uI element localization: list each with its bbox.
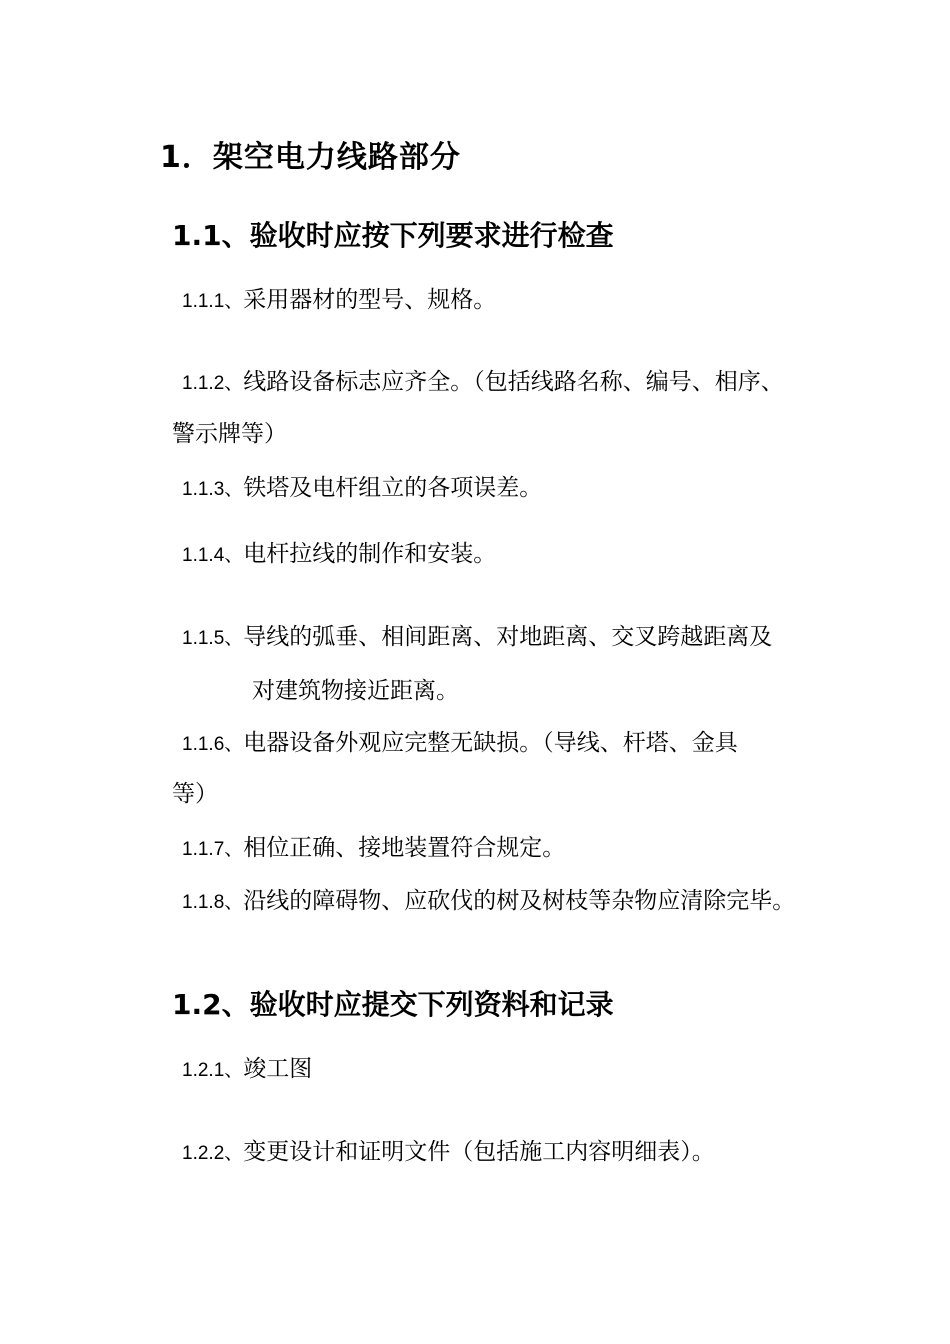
list-item-text: 电杆拉线的制作和安装。 [243,541,497,567]
list-item [182,363,784,396]
list-item [182,882,795,915]
list-item-number: 1.1.4、 [182,545,244,566]
list-item-text: 导线的弧垂、相间距离、对地距离、交叉跨越距离及 [243,624,773,650]
list-item-number: 1.2.1、 [182,1060,244,1081]
section-heading [172,983,614,1023]
list-item-text: 相位正确、接地装置符合规定。 [243,835,566,861]
list-item-number: 1.1.2、 [182,373,244,394]
list-item-continuation: 对建筑物接近距离。 [252,678,459,704]
section-heading [172,214,614,254]
list-item-number: 1.1.3、 [182,479,244,500]
list-item [182,829,565,862]
main-heading-title: 架空电力线路部分 [212,140,461,175]
list-item-number: 1.1.5、 [182,628,244,649]
list-item-number: 1.1.8、 [182,892,244,913]
list-item [182,724,738,757]
list-item [182,1050,312,1083]
list-item-number: 1.1.7、 [182,839,244,860]
section-heading-number: 1.2、 [172,988,250,1021]
list-item-number: 1.1.6、 [182,734,244,755]
list-item-text: 变更设计和证明文件（包括施工内容明细表）。 [243,1139,715,1165]
list-item-number: 1.1.1、 [182,291,244,312]
list-item-text: 竣工图 [243,1056,313,1082]
list-item-text: 线路设备标志应齐全。（包括线路名称、编号、相序、 [243,369,784,395]
list-item [182,1133,715,1166]
list-item-text: 电器设备外观应完整无缺损。（导线、杆塔、金具 [243,730,738,756]
list-item [182,281,496,314]
list-item-number: 1.2.2、 [182,1143,244,1164]
list-item-text: 铁塔及电杆组立的各项误差。 [243,475,543,501]
list-item-continuation: 警示牌等） [172,421,287,447]
section-heading-title: 验收时应按下列要求进行检查 [249,219,614,252]
list-item [182,469,542,502]
main-heading-number: 1． [160,140,213,175]
list-item-text: 采用器材的型号、规格。 [243,287,497,313]
list-item [182,618,772,651]
section-heading-title: 验收时应提交下列资料和记录 [249,988,614,1021]
list-item-continuation: 等） [172,781,218,807]
list-item [182,535,496,568]
main-heading [160,132,461,176]
section-heading-number: 1.1、 [172,219,250,252]
list-item-text: 沿线的障碍物、应砍伐的树及树枝等杂物应清除完毕。 [243,888,796,914]
